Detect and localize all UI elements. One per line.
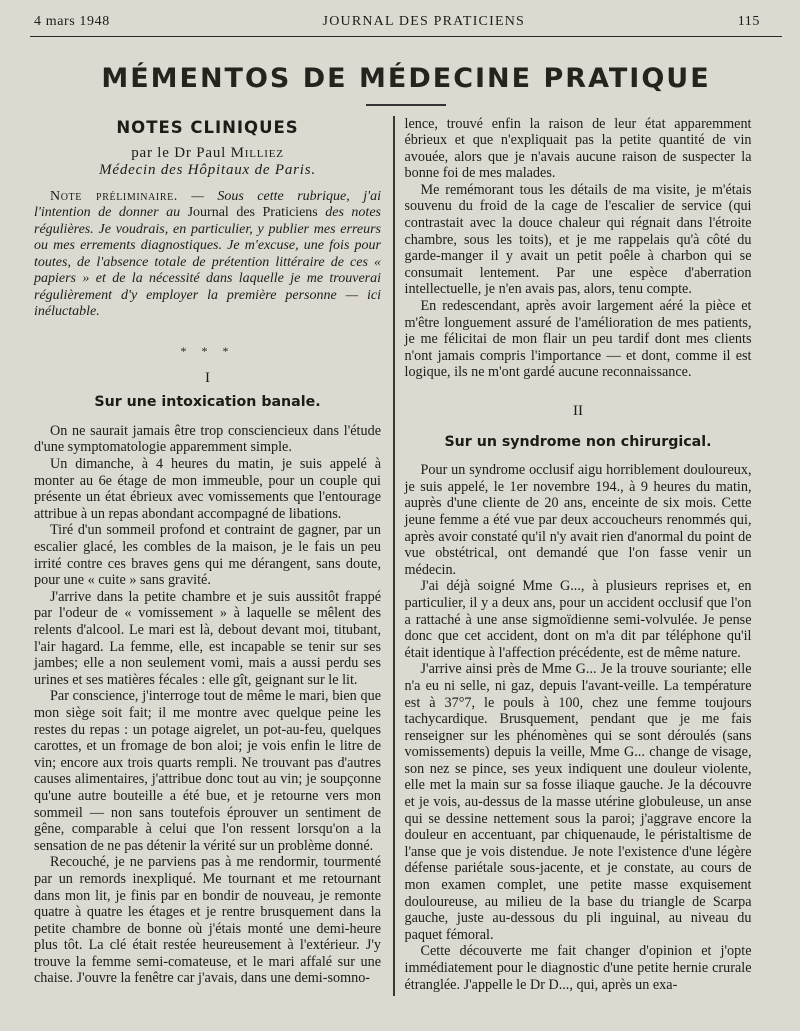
author-affiliation: Médecin des Hôpitaux de Paris. — [99, 162, 316, 179]
prelim-text-2: des notes régulières. Je voudrais, en particulier, y publier mes erreurs ou mes errements diagnostiques. Je m'excuse, une fois pour toutes, de l'absence totale de prétention littéraire de ces « papiers » et de la nécessité dans laquelle je me trouverai régulièrement d'y employer la première personne — ici inéluctable. — [34, 205, 381, 320]
article-title: NOTES CLINIQUES — [116, 117, 299, 137]
rubric-heading: MÉMENTOS DE MÉDECINE PRATIQUE — [101, 63, 711, 94]
running-header — [30, 14, 782, 37]
preliminary-note — [34, 189, 381, 321]
left-column — [30, 116, 381, 996]
section-title-2: Sur un syndrome non chirurgical. — [444, 433, 712, 450]
byline — [34, 144, 381, 162]
byline-prefix: par le Dr Paul — [131, 145, 231, 162]
right-column — [405, 116, 752, 996]
paragraph: Cette découverte me fait changer d'opinion et j'opte immédiatement pour le diagnostic d'une petite hernie crurale étranglée. J'appelle le Dr D..., qui, après un exa- — [404, 943, 752, 993]
paragraph: En redescendant, après avoir largement aéré la pièce et m'être longuement assuré de l'amélioration de mes patients, je me félicitai de mon flair un peu tardif dont mes clients n'ont jamais compris l'importance — et dont, comme il est logique, ils ne m'ont gardé aucune reconnaissance. — [404, 298, 752, 381]
paragraph: J'arrive dans la petite chambre et je suis aussitôt frappé par l'odeur de « vomissement » à laquelle se mêlent des relents d'alcool. Le mari est là, debout devant moi, titubant, l'air hagard. La femme, elle, est incapable se tenir sur ses jambes; elle a non seulement vomi, mais a aussi perdu ses urines et ses matières fécales : elle gît, geignant sur le lit. — [34, 588, 381, 688]
column-divider — [393, 116, 395, 996]
section-title-1: Sur une intoxication banale. — [94, 394, 321, 411]
prelim-text-1: — Sous cette rubrique, j'ai l'intention de donner au — [34, 188, 381, 221]
paragraph: Par conscience, j'interroge tout de même le mari, bien que mon siège soit fait; il me montre avec quelque peine les restes du repas : un potage aigrelet, un pot-au-feu, quelques carottes, et un fromage de bon aloi; je vois enfin le litre de vin; encore aux trois quarts rempli. Ne trouvant pas d'autres causes alimentaires, j'attribue donc tout au vin; je soupçonne qu'une autre bouteille a été bue, et je retourne vers mon sommeil — non sans toutefois éprouver un sentiment de gêne, comparable à celui que l'on ressent lorsqu'on a la sensation de ne pas détenir la vérité sur un problème donné. — [34, 688, 381, 854]
rubric-divider — [366, 104, 446, 106]
paragraph: Tiré d'un sommeil profond et contraint de gagner, par un escalier glacé, les combles de la maison, je le fais un peu irrité contre ces braves gens qui me dérangent, sans doute, pour une « cuite » sans gravité. — [34, 522, 381, 589]
paragraph: Pour un syndrome occlusif aigu horriblement douloureux, je suis appelé, le 1er novembre 194., à 9 heures du matin, auprès d'une cliente de 20 ans, enceinte de six mois. Cette jeune femme a été vue par deux accoucheurs renommés qui, après avoir constaté qu'il n'y avait rien d'anormal du point de vue obstétrical, ont demandé que l'on fasse venir un médecin. — [404, 462, 752, 578]
journal-title: JOURNAL DES PRATICIENS — [322, 14, 525, 29]
section-numeral-1: I — [205, 369, 210, 386]
article-columns — [30, 116, 782, 996]
paragraph: J'arrive ainsi près de Mme G... Je la trouve souriante; elle n'a eu ni selle, ni gaz, depuis l'avant-veille. La température est à 37°7, le pouls à 100, chez une femme toujours tachycardique. Brusquement, pendant que je me fais renseigner sur les phénomènes qui se sont déroulés (sans vomissements) depuis la veille, Mme G... change de visage, son nez se pince, ses yeux indiquent une douleur violente, elle met la main sur sa fosse iliaque gauche. Je la découvre et je vois, au-dessus de la masse utérine globuleuse, un anse qui se dessine nettement sous la paroi; j'aggrave encore la douleur en accentuant, par chiquenaude, le péristaltisme de l'anse que je vois distendue. Je note l'existence d'une légère défense pariétale sous-jacente, et je constate, au cours de mon examen complet, une petite masse exquisement douloureuse, au milieu de la base du triangle de Scarpa gauche, juste au-dessous du pli inguinal, au niveau du paquet fémoral. — [404, 661, 752, 943]
section-numeral-2: II — [573, 403, 583, 419]
paragraph: J'ai déjà soigné Mme G..., à plusieurs reprises et, en particulier, il y a deux ans, pour un accident occlusif que l'on a rattaché à une anse sigmoïdienne semi-volvulée. Je pense donc que cet accident, dont on m'a dit par téléphone qu'il était identique à l'affection précédente, est de même nature. — [404, 578, 752, 661]
paragraph: On ne saurait jamais être trop consciencieux dans l'étude d'une symptomatologie apparemment simple. — [34, 422, 381, 456]
paragraph: Recouché, je ne parviens pas à me rendormir, tourmenté par un remords inexpliqué. Me tournant et me retournant dans mon lit, je finis par en bondir de nouveau, je remonte quatre à quatre les étages et je rentre brusquement dans la petite chambre de bonne où j'étais monté une demi-heure plus tôt. La clé était restée heureusement à l'extérieur. J'y trouve la femme semi-comateuse, et le mari affalé sur une chaise. J'ouvre la fenêtre car j'avais, dans une demi-somno- — [34, 854, 381, 987]
issue-date: 4 mars 1948 — [34, 14, 110, 29]
paragraph: lence, trouvé enfin la raison de leur état apparemment ébrieux et que n'expliquait pas la petite quantité de vin avouée, alors que je n'avais aucune raison de suspecter la bonne foi de mes malades. — [404, 115, 752, 182]
section-separator: * * * — [180, 343, 235, 358]
paragraph: Me remémorant tous les détails de ma visite, je m'étais souvenu du froid de la cage de l'escalier de service (qui contrastait avec la douce chaleur qui régnait dans l'étroite chambre, sous les toits), et je me rappelais qu'à côté du garde-manger il y avait un petit poêle à charbon qui se consumait lentement. Par une espèce d'aberration intellectuelle, je n'en avais pas, alors, tenu compte. — [404, 181, 752, 298]
paragraph: Un dimanche, à 4 heures du matin, je suis appelé à monter au 6e étage de mon immeuble, pour un couple qui présente un état ébrieux avec vomissements que l'entourage attribue à un repas abondant accompagné de libations. — [34, 456, 381, 522]
page-number: 115 — [737, 14, 760, 29]
prelim-journal-name: Journal des Praticiens — [187, 205, 318, 221]
author-name: Milliez — [230, 145, 284, 162]
prelim-label: Note préliminaire. — [50, 188, 178, 204]
